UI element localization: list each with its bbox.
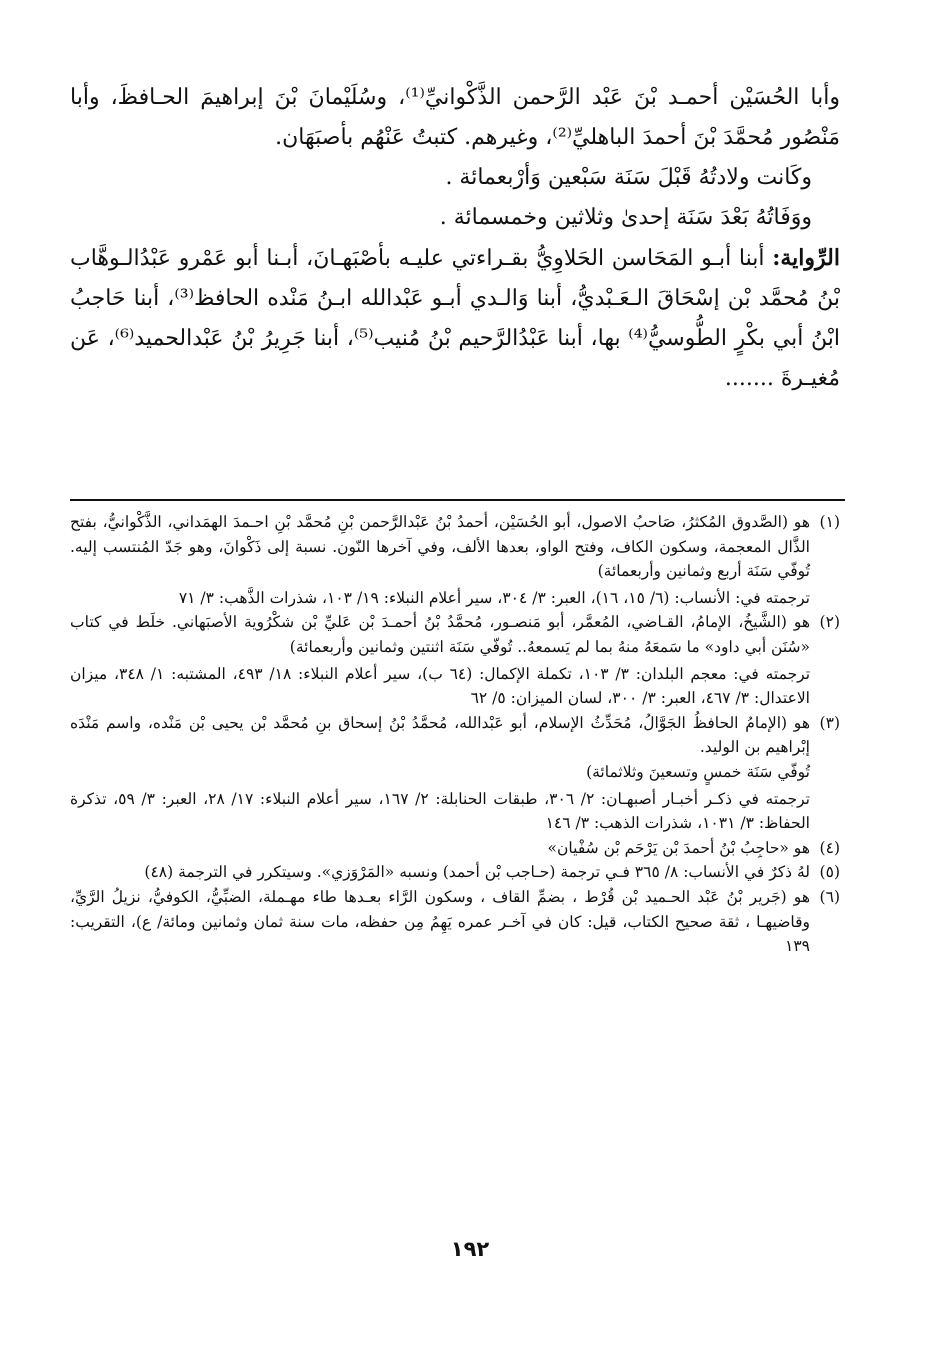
- footnote-2: [70, 610, 840, 710]
- paragraph-riwaya: [70, 238, 840, 399]
- footnote-text: هو (الإمامُ الحافظُ الجَوَّالُ، مُحَدِّثُ الإسلام، أبو عَبْدالله، مُحمَّدُ بْنُ إسحاق بنِ مُحمَّد بْن يحيى بْن مَنْده، واسم مَنْدَه إبْراهيم بن الوليد.: [70, 713, 810, 757]
- main-text: [70, 78, 840, 399]
- footnote-text: هو (جَرير بْنُ عَبْد الحـميد بْن قُرْط ، بضمِّ القاف ، وسكون الرَّاء بعـدها طاء مهـملة، الضبِّيُّ، الكوفيُّ، نزيلُ الرَّيِّ، وقاضيهـا ، ثقة صحيح الكتاب، قيل: كان في آخـر عمره يَهِمُ مِن حفظه، مات سنة ثمان وثمانين ومائة/ ع)، التقريب: ١٣٩: [70, 887, 810, 956]
- footnote-number: (٣): [819, 713, 840, 732]
- footnote-separator: [70, 499, 845, 501]
- footnote-refs: ترجمته في ذكـر أخبـار أصبهـان: ٢/ ٣٠٦، طبقات الحنابلة: ٢/ ١٦٧، سير أعلام النبلاء: ١٧/ ٢٨، العبر: ٣/ ٥٩، تذكرة الحفاظ: ٣/ ١٠٣١، شذرات الذهب: ٣/ ١٤٦: [70, 789, 810, 833]
- paragraph-teachers: وأبا الحُسَيْن أحمـد بْنَ عَبْد الرَّحمن الذَّكْوانيِّ⁽¹⁾، وسُلَيْمانَ بْنَ إبراهيمَ الحـافظَ، وأبا مَنْصُور مُحمَّدَ بْنَ أحمدَ الباهليِّ⁽²⁾، وغيرهم. كتبتُ عَنْهُم بأصبَهَان.: [70, 85, 840, 150]
- footnote-refs: ترجمته في: الأنساب: (٦/ ١٥، ١٦)، العبر: ٣/ ٣٠٤، سير أعلام النبلاء: ١٩/ ١٠٣، شذرات الذَّهب: ٣/ ٧١: [178, 588, 810, 607]
- footnote-refs: ترجمته في: معجم البلدان: ٣/ ١٠٣، تكملة الإكمال: (٦٤ ب)، سير أعلام النبلاء: ١٨/ ٤٩٣، المشتبه: ١/ ٣٤٨، ميزان الاعتدال: ٣/ ٤٦٧، العبر: ٣/ ٣٠٠، لسان الميزان: ٥/ ٦٢: [70, 664, 811, 708]
- footnote-1: [70, 510, 840, 610]
- footnote-text-death: تُوفّي سَنَة خمسٍ وتسعينَ وثلاثمائة): [586, 762, 810, 781]
- paragraph-birth: وكَانت ولادتُهُ قَبْلَ سَنَة سَبْعين وَأرْبعمائة .: [445, 165, 812, 190]
- footnote-number: (١): [819, 513, 840, 531]
- footnote-text: هو (الصَّدوق المُكثرُ، صَاحبُ الاصول، أبو الحُسَيْن، أحمدُ بْنُ عَبْدالرَّحمن بْنِ مُحمَّد بْنِ احـمدَ الهمَداني، الذَّكْوانيُّ، بفتح الذَّال المعجمة، وسكون الكاف، وفتح الواو، بعدها الألف، وفي آخرها النّون. نسبة إلى ذَكْوانَ، وهو جَدّ المُنتسب إليه. تُوفّي سَنَة أربع وثمانين وأربعمائة): [70, 513, 810, 581]
- footnote-number: (٤): [819, 838, 840, 857]
- footnote-text: هو (الشَّيخُ، الإمامُ، القـاضي، المُعمَّر، أبو مَنصـور، مُحمَّدُ بْنُ أحمـدَ بْن عَليِّ بْن شكْرُوية الأصبَهاني. خلَط في كتاب «سُنَن أبي داود» ما سَمعَهُ منهُ بما لم يَسمعهُ.. تُوفّي سَنَة اثنتين وثمانين وأربعمائة): [70, 613, 810, 656]
- page-number: ١٩٢: [450, 1237, 490, 1261]
- footnote-text: هو «حاجِبُ بْنُ أحمدَ بْن يَرْحَم بْن سُفْيان»: [547, 838, 810, 857]
- riwaya-heading: الرِّواية:: [772, 245, 840, 271]
- footnote-6: [70, 885, 840, 959]
- footnote-4: [70, 836, 840, 861]
- footnote-text: لهُ ذكرٌ في الأنساب: ٨/ ٣٦٥ فـي ترجمة (حـاجب بْن أحمد) ونسبه «المَرْوَزي». وسيتكرر في الترجمة (٤٨): [144, 863, 810, 882]
- footnote-3: [70, 711, 840, 836]
- footnotes: [70, 510, 840, 959]
- riwaya-text: أبنا أبـو المَحَاسن الحَلاوِيُّ بقـراءتي عليـه بأصْبَهـانَ، أبـنا أبو عَمْرو عَبْدُالـوهَّاب بْنُ مُحمَّد بْن إسْحَاقَ الـعَـبْديُّ، أبنا وَالـدي أبـو عَبْدالله ابـنُ مَنْده الحافظ⁽³⁾، أبنا حَاجبُ ابْنُ أبي بكْرٍ الطُّوسيُّ⁽⁴⁾ بها، أبنا عَبْدُالرَّحيم بْنُ مُنيب⁽⁵⁾، أبنا جَرِيرُ بْنُ عَبْدالحميد⁽⁶⁾، عَن مُغيـرةَ .......: [70, 246, 840, 391]
- footnote-5: [70, 860, 840, 885]
- footnote-number: (٦): [819, 887, 840, 906]
- footnote-number: (٥): [819, 863, 840, 882]
- paragraph-death: ووَفَاتُهُ بَعْدَ سَنَة إحدىٰ وثلاثين وخمسمائة .: [439, 205, 812, 230]
- footnote-number: (٢): [819, 613, 840, 632]
